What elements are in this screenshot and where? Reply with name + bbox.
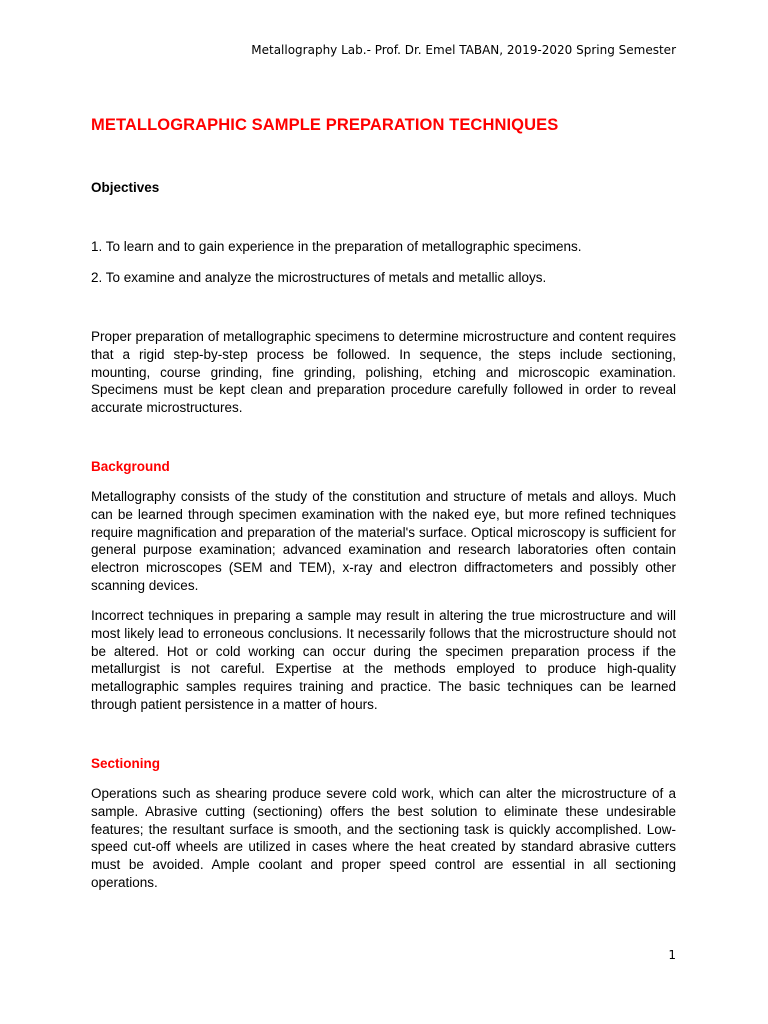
background-paragraph-2: Incorrect techniques in preparing a sample may result in altering the true microstructure and will most likely lead to erroneous conclusions. It necessarily follows that the microstructure should not be altered. Hot or cold working can occur during the specimen preparation process if the metallurgist is not careful. Expertise at the methods employed to produce high-quality metallographic samples requires training and practice. The basic techniques can be learned through patient persistence in a matter of hours. [91,608,676,712]
objective-item-2: 2. To examine and analyze the microstructures of metals and metallic alloys. [91,270,547,285]
sectioning-heading: Sectioning [91,756,161,771]
background-paragraph-1: Metallography consists of the study of the constitution and structure of metals and alloys. Much can be learned through specimen examination with the naked eye, but more refined techniques require magnification and preparation of the material's surface. Optical microscopy is sufficient for general purpose examination; advanced examination and research laboratories often contain electron microscopes (SEM and TEM), x-ray and electron diffractometers and possibly other scanning devices. [91,489,676,593]
objective-item-1: 1. To learn and to gain experience in the preparation of metallographic specimens. [91,239,582,254]
page-number: 1 [668,948,676,962]
sectioning-paragraph: Operations such as shearing produce severe cold work, which can alter the microstructure of a sample. Abrasive cutting (sectioning) offers the best solution to eliminate these undesirable features; the resultant surface is smooth, and the sectioning task is quickly accomplished. Low-speed cut-off wheels are utilized in cases where the heat created by standard abrasive cutters must be avoided. Ample coolant and proper speed control are essential in all sectioning operations. [91,786,676,890]
running-header: Metallography Lab.- Prof. Dr. Emel TABAN, 2019-2020 Spring Semester [251,43,676,57]
document-title: METALLOGRAPHIC SAMPLE PREPARATION TECHNIQUES [91,116,559,134]
objectives-heading: Objectives [91,180,160,195]
background-heading: Background [91,459,170,474]
intro-paragraph: Proper preparation of metallographic specimens to determine microstructure and content requires that a rigid step-by-step process be followed. In sequence, the steps include sectioning, mounting, course grinding, fine grinding, polishing, etching and microscopic examination. Specimens must be kept clean and preparation procedure carefully followed in order to reveal accurate microstructures. [91,329,676,416]
